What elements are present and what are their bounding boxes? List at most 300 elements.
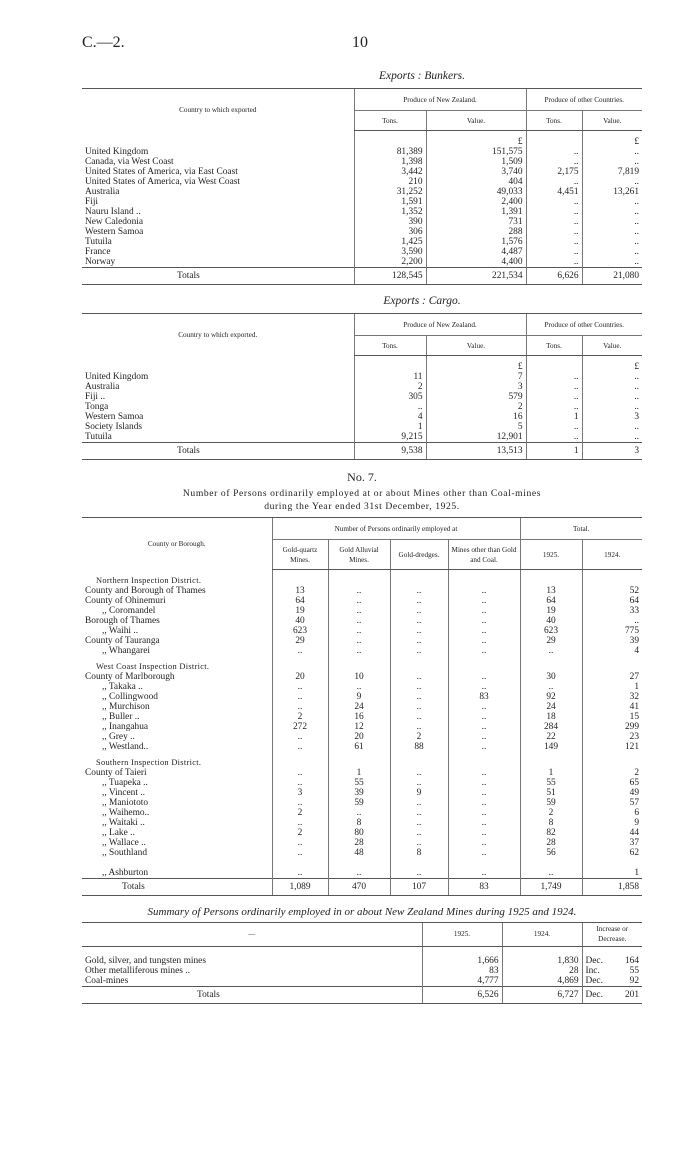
county-label: ,, Whangarei [102, 645, 150, 656]
country-label: Fiji .. [85, 392, 106, 402]
country-label: United Kingdom [85, 372, 149, 382]
mines-cell: .. [272, 838, 328, 848]
total-cell: 13,513 [426, 443, 526, 460]
cargo-cell: 305 [354, 392, 426, 402]
cargo-cell: .. [526, 422, 582, 432]
mines-cell: 29 [272, 636, 328, 646]
bunkers-row [82, 147, 642, 157]
cargo-cell: .. [526, 392, 582, 402]
mines-cell: 57 [582, 798, 642, 808]
county-label: County of Marlborough [85, 671, 175, 682]
mines-row [82, 672, 642, 682]
mines-cell: .. [390, 868, 448, 879]
mines-cell: 19 [272, 606, 328, 616]
total-cell: 201 [612, 987, 642, 1004]
cargo-cell: 3 [426, 382, 526, 392]
mines-cell: .. [448, 788, 520, 798]
total-cell: Dec. [582, 987, 612, 1004]
cargo-other-tons-header: Tons. [526, 336, 582, 356]
mines-cell: .. [582, 616, 642, 626]
cargo-cell: 1 [526, 412, 582, 422]
total-cell: 1 [526, 443, 582, 460]
mines-row [82, 596, 642, 606]
bunkers-cell: 731 [426, 217, 526, 227]
bunkers-cell: .. [582, 207, 642, 217]
mines-cell: 51 [520, 788, 582, 798]
no7-subtitle-line1: Number of Persons ordinarily employed at or about Mines other than Coal-mines [182, 488, 542, 499]
county-label: ,, Lake .. [102, 827, 135, 838]
mines-cell: 33 [582, 606, 642, 616]
mines-cell: 18 [520, 712, 582, 722]
mines-cell: 13 [520, 586, 582, 596]
mines-cell: .. [448, 778, 520, 788]
bunkers-row [82, 227, 642, 237]
cargo-cell: .. [582, 382, 642, 392]
mines-cell: .. [390, 586, 448, 596]
bunkers-cell: .. [526, 147, 582, 157]
summary-row [82, 956, 642, 966]
county-label: ,, Waihemo.. [102, 807, 150, 818]
mines-cell: 56 [520, 848, 582, 858]
mines-cell: .. [520, 868, 582, 879]
mines-group-header: Number of Persons ordinarily employed at [272, 518, 520, 540]
mines-cell: 92 [520, 692, 582, 702]
county-label: ,, Coromandel [102, 605, 156, 616]
mines-cell: .. [272, 848, 328, 858]
mines-cell: 61 [328, 742, 390, 752]
mines-cell: .. [328, 586, 390, 596]
mines-dredges-header: Gold-dredges. [390, 540, 448, 570]
mines-cell: .. [328, 682, 390, 692]
summary-blank-header: — [82, 922, 422, 946]
bunkers-cell: 49,033 [426, 187, 526, 197]
mines-cell: .. [448, 818, 520, 828]
mines-cell: .. [272, 778, 328, 788]
mines-row [82, 798, 642, 808]
country-label: Western Samoa [85, 412, 144, 422]
mines-cell: 299 [582, 722, 642, 732]
bunkers-cell: .. [526, 237, 582, 247]
mines-cell: 29 [520, 636, 582, 646]
mines-cell: .. [328, 868, 390, 879]
mines-cell [390, 656, 448, 672]
summary-1925-header: 1925. [422, 922, 502, 946]
mines-cell: .. [390, 778, 448, 788]
country-label: Society Islands [85, 422, 143, 432]
bunkers-cell: 306 [354, 227, 426, 237]
country-label: Australia [85, 187, 120, 197]
cargo-cell: .. [354, 402, 426, 412]
bunkers-row [82, 257, 642, 268]
mines-row [82, 788, 642, 798]
mines-cell: .. [272, 692, 328, 702]
mines-cell: 65 [582, 778, 642, 788]
currency-symbol: £ [582, 356, 642, 373]
summary-cell: 28 [502, 966, 582, 976]
bunkers-cell: .. [582, 217, 642, 227]
currency-symbol: £ [426, 356, 526, 373]
county-label: Borough of Thames [85, 615, 160, 626]
bunkers-cell: 1,509 [426, 157, 526, 167]
mines-cell: 40 [520, 616, 582, 626]
bunkers-cell: 2,400 [426, 197, 526, 207]
total-cell: 9,538 [354, 443, 426, 460]
bunkers-cell: 81,389 [354, 147, 426, 157]
summary-1924-header: 1924. [502, 922, 582, 946]
bunkers-cell: .. [526, 227, 582, 237]
mines-cell [448, 570, 520, 586]
county-label: ,, Wallace .. [102, 837, 146, 848]
bunkers-cell: .. [526, 247, 582, 257]
mines-cell: 15 [582, 712, 642, 722]
bunkers-cell: 1,391 [426, 207, 526, 217]
county-label: ,, Buller .. [102, 711, 140, 722]
bunkers-row [82, 217, 642, 227]
mines-cell: .. [390, 798, 448, 808]
country-label: Australia [85, 382, 120, 392]
country-label: Tutuila [85, 432, 112, 442]
summary-row [82, 966, 642, 976]
summary-cell: 4,777 [422, 976, 502, 987]
county-label: ,, Waitaki .. [102, 817, 145, 828]
mines-cell: .. [390, 808, 448, 818]
total-cell: 470 [328, 878, 390, 895]
mines-cell: 59 [328, 798, 390, 808]
mines-cell: .. [272, 768, 328, 778]
bunkers-cell: .. [526, 157, 582, 167]
mines-cell: 623 [272, 626, 328, 636]
cargo-cell: 1 [354, 422, 426, 432]
mines-cell: .. [448, 798, 520, 808]
mines-cell: .. [390, 626, 448, 636]
bunkers-cell: 1,398 [354, 157, 426, 167]
mines-table [82, 517, 642, 896]
mines-cell: 20 [328, 732, 390, 742]
mines-other-header: Mines other than Gold and Coal. [448, 540, 520, 570]
district-header-row [82, 656, 642, 672]
mines-cell: 149 [520, 742, 582, 752]
country-label: Tonga [85, 402, 109, 412]
mines-cell: .. [448, 808, 520, 818]
total-cell: 1,858 [582, 878, 642, 895]
mines-cell: 121 [582, 742, 642, 752]
mines-cell [272, 656, 328, 672]
county-label: County of Tauranga [85, 635, 160, 646]
mines-cell: 2 [272, 808, 328, 818]
bunkers-nz-tons-header: Tons. [354, 111, 426, 131]
mines-1924-header: 1924. [582, 540, 642, 570]
mines-cell: 64 [272, 596, 328, 606]
country-label: France [85, 247, 111, 257]
summary-label: Other metalliferous mines .. [85, 966, 190, 976]
mines-cell: .. [390, 828, 448, 838]
mines-cell: 28 [328, 838, 390, 848]
cargo-other-value-header: Value. [582, 336, 642, 356]
summary-cell: 83 [422, 966, 502, 976]
mines-row [82, 682, 642, 692]
summary-cell: 1,830 [502, 956, 582, 966]
mines-cell: 10 [328, 672, 390, 682]
mines-cell [328, 752, 390, 768]
bunkers-cell: 1,425 [354, 237, 426, 247]
mines-row [82, 692, 642, 702]
bunkers-cell: 2,200 [354, 257, 426, 268]
mines-cell: .. [448, 868, 520, 879]
mines-cell: 55 [520, 778, 582, 788]
table-number-title: No. 7. [347, 470, 377, 484]
bunkers-cell: .. [582, 177, 642, 187]
mines-cell [582, 656, 642, 672]
mines-cell: .. [448, 722, 520, 732]
mines-cell: 28 [520, 838, 582, 848]
cargo-cell: 5 [426, 422, 526, 432]
currency-symbol: £ [426, 131, 526, 148]
total-cell: 3 [582, 443, 642, 460]
mines-cell [520, 656, 582, 672]
mines-cell: .. [272, 682, 328, 692]
summary-cell: Dec. [582, 956, 612, 966]
mines-cell: 6 [582, 808, 642, 818]
cargo-row [82, 392, 642, 402]
mines-row [82, 646, 642, 656]
mines-cell: 24 [520, 702, 582, 712]
bunkers-cell: 1,352 [354, 207, 426, 217]
bunkers-cell: .. [526, 217, 582, 227]
mines-cell: .. [272, 798, 328, 808]
bunkers-row [82, 157, 642, 167]
bunkers-other-tons-header: Tons. [526, 111, 582, 131]
bunkers-cell: 13,261 [582, 187, 642, 197]
mines-cell: 64 [582, 596, 642, 606]
county-label: ,, Murchison [102, 701, 150, 712]
total-cell: 6,727 [502, 987, 582, 1004]
total-cell: 21,080 [582, 268, 642, 285]
mines-cell: 88 [390, 742, 448, 752]
mines-cell: .. [390, 838, 448, 848]
mines-cell: .. [448, 828, 520, 838]
summary-body [82, 946, 642, 987]
mines-cell: 9 [328, 692, 390, 702]
totals-label: Totals [82, 878, 272, 895]
mines-cell: .. [448, 672, 520, 682]
county-label: ,, Vincent .. [102, 787, 146, 798]
mines-cell: 8 [520, 818, 582, 828]
mines-cell: 24 [328, 702, 390, 712]
county-label: ,, Ashburton [102, 867, 149, 878]
mines-cell: .. [328, 616, 390, 626]
mines-cell: .. [390, 702, 448, 712]
mines-cell: .. [448, 636, 520, 646]
mines-cell: 32 [582, 692, 642, 702]
mines-cell: .. [272, 868, 328, 879]
mines-cell: 39 [582, 636, 642, 646]
mines-cell: 1 [582, 682, 642, 692]
country-label: United Kingdom [85, 147, 149, 157]
mines-row [82, 848, 642, 858]
bunkers-cell: 3,442 [354, 167, 426, 177]
cargo-title: Exports : Cargo. [383, 295, 461, 307]
mines-cell [390, 752, 448, 768]
country-label: United States of America, via East Coast [85, 167, 238, 177]
mines-cell: 284 [520, 722, 582, 732]
mines-cell: .. [272, 742, 328, 752]
mines-cell: .. [448, 682, 520, 692]
mines-cell: .. [448, 838, 520, 848]
mines-cell: .. [390, 672, 448, 682]
mines-cell: .. [272, 732, 328, 742]
mines-cell: .. [390, 682, 448, 692]
mines-cell: 59 [520, 798, 582, 808]
mines-cell: .. [328, 606, 390, 616]
summary-label: Gold, silver, and tungsten mines [85, 956, 206, 966]
mines-1925-header: 1925. [520, 540, 582, 570]
bunkers-cell: .. [582, 257, 642, 268]
cargo-row [82, 382, 642, 392]
county-label: County of Taieri [85, 767, 147, 778]
mines-cell: .. [272, 702, 328, 712]
mines-row [82, 636, 642, 646]
bunkers-cell: .. [526, 177, 582, 187]
mines-cell [582, 570, 642, 586]
mines-total-header: Total. [520, 518, 642, 540]
mines-cell: .. [448, 732, 520, 742]
cargo-cell: .. [582, 392, 642, 402]
district-header-row [82, 570, 642, 586]
bunkers-cell: 210 [354, 177, 426, 187]
bunkers-cell: .. [582, 157, 642, 167]
bunkers-row [82, 197, 642, 207]
county-label: ,, Takaka .. [102, 681, 143, 692]
mines-cell: .. [328, 808, 390, 818]
mines-quartz-header: Gold-quartz Mines. [272, 540, 328, 570]
mines-cell: 82 [520, 828, 582, 838]
total-cell: 6,526 [422, 987, 502, 1004]
country-label: Tutuila [85, 237, 112, 247]
cargo-country-header: Country to which exported. [82, 314, 354, 356]
mines-cell: 12 [328, 722, 390, 732]
county-label: ,, Tuapeka .. [102, 777, 148, 788]
mines-cell: 23 [582, 732, 642, 742]
mines-row [82, 828, 642, 838]
mines-cell: .. [448, 702, 520, 712]
summary-change-header: Increase or Decrease. [582, 922, 642, 946]
bunkers-cell: 2,175 [526, 167, 582, 177]
bunkers-cell: .. [582, 237, 642, 247]
cargo-cell: 9,215 [354, 432, 426, 443]
mines-cell: 44 [582, 828, 642, 838]
mines-cell [390, 570, 448, 586]
mines-row [82, 606, 642, 616]
cargo-row [82, 422, 642, 432]
cargo-nz-tons-header: Tons. [354, 336, 426, 356]
summary-table [82, 922, 642, 1005]
country-label: Nauru Island .. [85, 207, 141, 217]
total-cell: 1,089 [272, 878, 328, 895]
mines-cell [448, 656, 520, 672]
district-name: West Coast Inspection District. [96, 661, 210, 671]
cargo-cell: 11 [354, 372, 426, 382]
bunkers-cell: 3,740 [426, 167, 526, 177]
cargo-cell: 12,901 [426, 432, 526, 443]
mines-cell: .. [328, 626, 390, 636]
district-header-row [82, 752, 642, 768]
mines-cell: 27 [582, 672, 642, 682]
bunkers-row [82, 167, 642, 177]
district-name: Southern Inspection District. [96, 757, 202, 767]
cargo-table [82, 313, 642, 460]
bunkers-cell: 404 [426, 177, 526, 187]
bunkers-cell: 1,591 [354, 197, 426, 207]
mines-cell: .. [520, 646, 582, 656]
mines-cell: .. [328, 646, 390, 656]
page-number: 10 [352, 34, 368, 51]
mines-cell: 37 [582, 838, 642, 848]
bunkers-cell: 1,576 [426, 237, 526, 247]
mines-cell: .. [390, 636, 448, 646]
bunkers-cell: 7,819 [582, 167, 642, 177]
document-code: C.—2. [82, 34, 125, 51]
mines-ashburton-row [82, 868, 642, 879]
mines-cell: 3 [272, 788, 328, 798]
mines-cell: 2 [272, 828, 328, 838]
mines-cell: .. [448, 626, 520, 636]
mines-cell: 272 [272, 722, 328, 732]
county-label: ,, Collingwood [102, 691, 158, 702]
mines-cell: .. [390, 616, 448, 626]
cargo-row [82, 432, 642, 443]
total-cell: 221,534 [426, 268, 526, 285]
mines-cell [328, 656, 390, 672]
totals-label: Totals [82, 443, 354, 460]
cargo-cell: .. [582, 402, 642, 412]
cargo-cell: 16 [426, 412, 526, 422]
mines-cell: .. [390, 646, 448, 656]
mines-cell: 623 [520, 626, 582, 636]
bunkers-other-header: Produce of other Countries. [526, 89, 642, 111]
mines-cell: 80 [328, 828, 390, 838]
bunkers-cell: .. [582, 197, 642, 207]
mines-row [82, 616, 642, 626]
mines-row [82, 808, 642, 818]
mines-cell: 52 [582, 586, 642, 596]
mines-cell [582, 752, 642, 768]
mines-cell: .. [448, 768, 520, 778]
summary-title: Summary of Persons ordinarily employed in or about New Zealand Mines during 1925 and 1924. [147, 905, 577, 918]
bunkers-row [82, 177, 642, 187]
bunkers-cell: 288 [426, 227, 526, 237]
totals-label: Totals [82, 987, 422, 1004]
summary-cell: 1,666 [422, 956, 502, 966]
mines-cell: 83 [448, 692, 520, 702]
bunkers-row [82, 247, 642, 257]
total-cell: 107 [390, 878, 448, 895]
county-label: ,, Southland [102, 847, 148, 858]
bunkers-cell: 4,451 [526, 187, 582, 197]
mines-row [82, 626, 642, 636]
cargo-cell: 3 [582, 412, 642, 422]
county-label: ,, Westland.. [102, 741, 149, 752]
bunkers-nz-header: Produce of New Zealand. [354, 89, 526, 111]
mines-cell: 1 [328, 768, 390, 778]
country-label: Fiji [85, 197, 99, 207]
summary-cell: Dec. [582, 976, 612, 987]
cargo-other-header: Produce of other Countries. [526, 314, 642, 336]
bunkers-cell: 3,590 [354, 247, 426, 257]
bunkers-cell: .. [526, 257, 582, 268]
summary-cell: 4,869 [502, 976, 582, 987]
bunkers-cell: 151,575 [426, 147, 526, 157]
mines-cell: 2 [390, 732, 448, 742]
